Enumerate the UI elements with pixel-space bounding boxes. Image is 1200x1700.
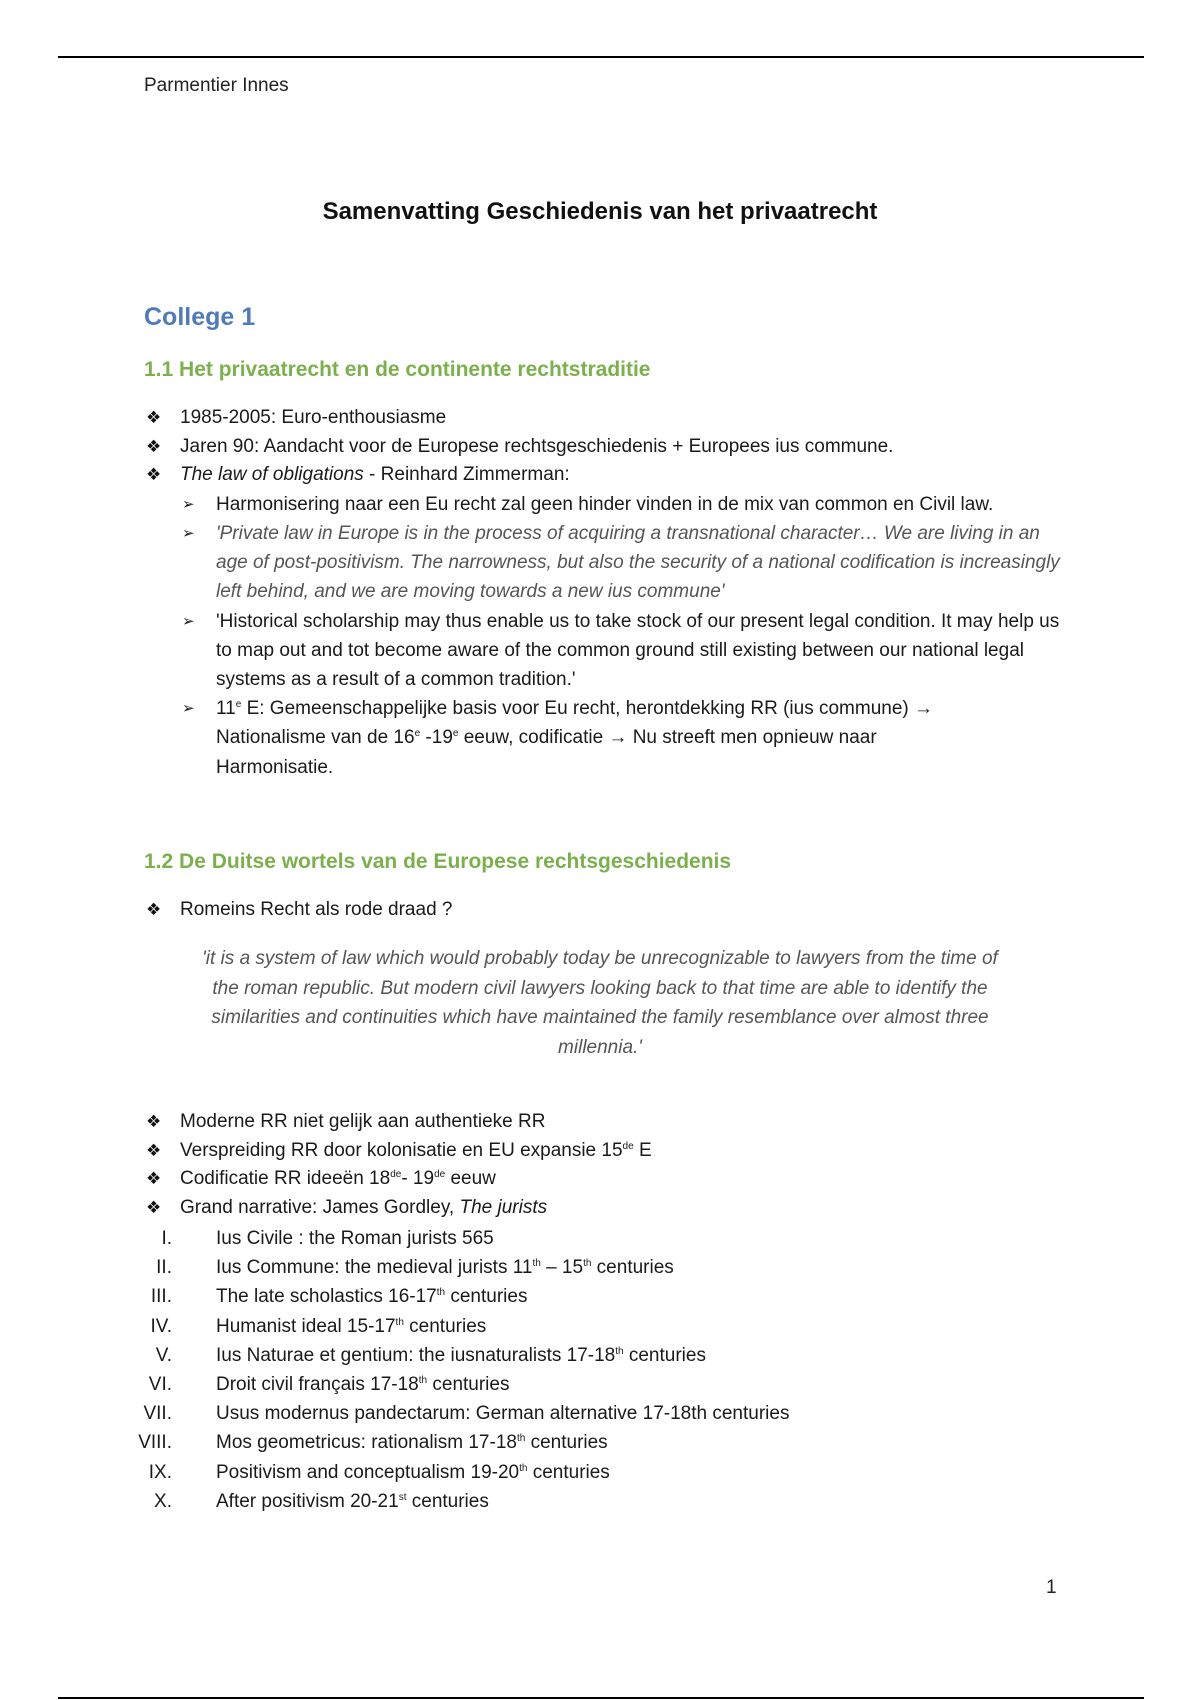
list-item: ❖ Verspreiding RR door kolonisatie en EU expansie 15de E [144, 1137, 1104, 1166]
list-item [144, 1487, 1104, 1516]
list-number: V. [155, 1344, 172, 1366]
list-item: ❖ Moderne RR niet gelijk aan authentieke RR [144, 1108, 1104, 1137]
block-quote: 'it is a system of law which would probably today be unrecognizable to lawyers from the time of the roman republic. But modern civil lawyers looking back to that time are able to identify the similarities and continuities which have maintained the family resemblance over almost three millennia.' [202, 948, 998, 1058]
list-item: ❖ The law of obligations - Reinhard Zimmerman: [144, 461, 1104, 490]
section-2-list [144, 1108, 1104, 1222]
section-1-list [144, 404, 1104, 782]
list-item: ❖ 1985-2005: Euro-enthousiasme [144, 404, 1104, 433]
bullet-icon: ❖ [146, 465, 162, 485]
list-item [144, 1458, 1104, 1487]
list-number: VII. [143, 1403, 172, 1425]
sub-list-item: ➢ 'Historical scholarship may thus enable us to take stock of our present legal condition. It may help us to map out and tot become aware of the common ground still existing between our national legal systems as a result of a common tradition.' [144, 607, 1104, 695]
bullet-icon: ❖ [146, 1197, 162, 1217]
list-item-text: Positivism and conceptualism 19-20th centuries [216, 1461, 610, 1483]
arrow-bullet-icon: ➢ [182, 612, 195, 630]
sub-list-item: ➢ 11e E: Gemeenschappelijke basis voor Eu recht, herontdekking RR (ius commune) → Nationalisme van de 16e -19e eeuw, codificatie → Nu streeft men opnieuw naar Harmonisatie. [144, 694, 1104, 782]
list-item [144, 1341, 1104, 1370]
document-title: Samenvatting Geschiedenis van het privaatrecht [322, 198, 878, 225]
college-heading: College 1 [144, 303, 256, 331]
list-item: ❖ Romeins Recht als rode draad ? [144, 896, 1104, 925]
list-item [144, 1370, 1104, 1399]
sub-list-item: ➢ Harmonisering naar een Eu recht zal geen hinder vinden in de mix van common en Civil law. [144, 490, 1104, 519]
bullet-icon: ❖ [146, 408, 162, 427]
list-number: IX. [148, 1461, 172, 1483]
list-item-text: Usus modernus pandectarum: German alternative 17-18th centuries [216, 1403, 790, 1425]
footer-rule [58, 1697, 1144, 1699]
list-number: III. [150, 1286, 172, 1308]
list-item: ❖ Grand narrative: James Gordley, The jurists [144, 1194, 1104, 1223]
list-item-text: Ius Commune: the medieval jurists 11th – 15th centuries [216, 1257, 674, 1279]
list-number: X. [154, 1490, 172, 1512]
list-number: I. [161, 1228, 172, 1249]
list-item: ❖ Codificatie RR ideeën 18de- 19de eeuw [144, 1165, 1104, 1194]
list-item-text: Mos geometricus: rationalism 17-18th centuries [216, 1432, 608, 1454]
bullet-icon: ❖ [146, 1112, 162, 1131]
section-2-heading: 1.2 De Duitse wortels van de Europese rechtsgeschiedenis [144, 850, 732, 873]
list-item: ❖ Jaren 90: Aandacht voor de Europese rechtsgeschiedenis + Europees ius commune. [144, 433, 1104, 462]
author-name: Parmentier Innes [144, 75, 289, 96]
bullet-icon: ❖ [146, 436, 162, 456]
roman-numbered-list [138, 1224, 1104, 1516]
list-item-text: Ius Naturae et gentium: the iusnaturalists 17-18th centuries [216, 1344, 706, 1366]
bullet-icon: ❖ [146, 1140, 162, 1160]
page-number: 1 [1046, 1577, 1057, 1598]
section-1-heading: 1.1 Het privaatrecht en de continente rechtstraditie [144, 358, 651, 381]
list-item [144, 1253, 1104, 1282]
list-item [144, 1282, 1104, 1311]
list-item-text: Droit civil français 17-18th centuries [216, 1373, 510, 1395]
list-item [144, 1399, 1104, 1428]
arrow-bullet-icon: ➢ [182, 495, 195, 513]
list-item [144, 1312, 1104, 1341]
arrow-bullet-icon: ➢ [182, 700, 195, 718]
list-item-text: The late scholastics 16-17th centuries [216, 1286, 528, 1308]
header-rule [58, 56, 1144, 58]
arrow-bullet-icon: ➢ [182, 524, 195, 542]
section-2-intro [144, 896, 1104, 925]
list-number: VIII. [138, 1432, 172, 1454]
bullet-icon: ❖ [146, 900, 162, 919]
list-number: IV. [150, 1315, 172, 1337]
list-item [138, 1428, 1104, 1457]
list-item-text: Ius Civile : the Roman jurists 565 [216, 1228, 494, 1249]
list-item [144, 1224, 1104, 1253]
list-number: VI. [148, 1373, 172, 1395]
list-item-text: After positivism 20-21st centuries [216, 1490, 489, 1512]
bullet-icon: ❖ [146, 1169, 162, 1189]
list-number: II. [156, 1257, 172, 1279]
sub-list-item: ➢ 'Private law in Europe is in the process of acquiring a transnational character… We are living in an age of post-positivism. The narrowness, but also the security of a national codification is increasingly left behind, and we are moving towards a new ius commune' [144, 519, 1104, 607]
list-item-text: Humanist ideal 15-17th centuries [216, 1315, 487, 1337]
